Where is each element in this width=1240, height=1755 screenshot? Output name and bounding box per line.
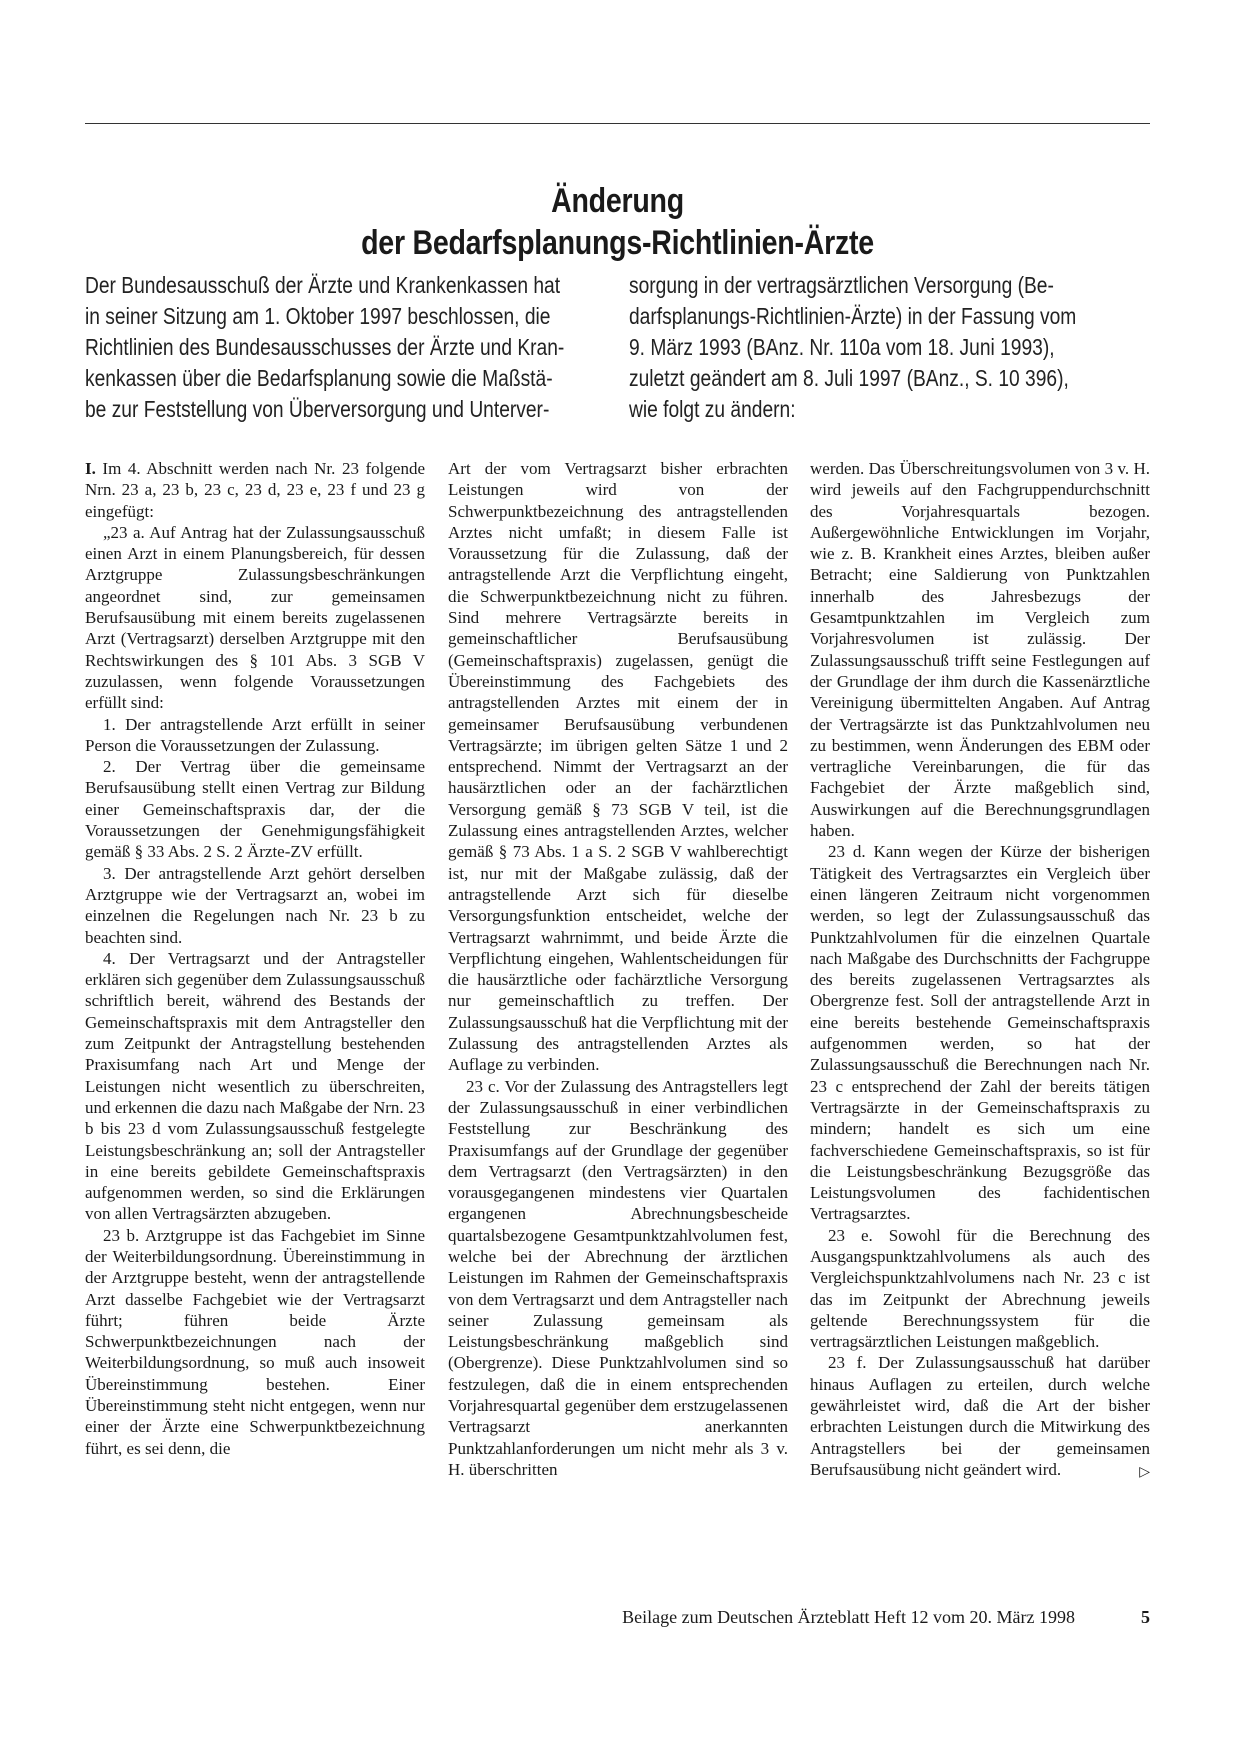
paragraph: „23 a. Auf Antrag hat der Zulassungsausschuß einen Arzt in einem Planungsbereich, für dessen Arztgruppe Zulassungsbeschränkungen angeordnet sind, zur gemeinsamen Berufsausübung mit einem bereits zugelassenen Arzt (Vertragsarzt) derselben Arztgruppe mit den Rechtswirkungen des § 101 Abs. 3 SGB V zuzulassen, wenn folgende Voraussetzungen erfüllt sind: [85, 522, 425, 713]
intro-line: kenkassen über die Bedarfsplanung sowie die Maßstä- [85, 365, 553, 391]
text-column-2 [448, 458, 788, 1480]
paragraph-text: Im 4. Abschnitt werden nach Nr. 23 folgende Nrn. 23 a, 23 b, 23 c, 23 d, 23 e, 23 f und 23 g eingefügt: [85, 459, 425, 521]
paragraph [810, 1352, 1150, 1480]
intro-line: darfsplanungs-Richtlinien-Ärzte) in der Fassung vom [629, 303, 1077, 329]
page-title [170, 180, 1065, 264]
header-rule [85, 123, 1150, 124]
footer-reference: Beilage zum Deutschen Ärzteblatt Heft 12 vom 20. März 1998 [622, 1607, 1075, 1627]
intro-line: Richtlinien des Bundesausschusses der Ärzte und Kran- [85, 334, 565, 360]
intro-line: 9. März 1993 (BAnz. Nr. 110a vom 18. Juni 1993), [629, 334, 1055, 360]
title-line-2: der Bedarfsplanungs-Richtlinien-Ärzte [361, 224, 874, 262]
section-numeral: I. [85, 459, 96, 478]
paragraph [85, 458, 425, 522]
paragraph-text: 23 f. Der Zulassungsausschuß hat darüber hinaus Auflagen zu erteilen, durch welche gewährleistet wird, daß die Art der bisher erbrachten Leistungen durch die Mitwirkung des Antragstellers bei der gemeinsamen Berufsausübung nicht geändert wird. [810, 1353, 1150, 1479]
paragraph: 23 c. Vor der Zulassung des Antragstellers legt der Zulassungsausschuß in einer verbindlichen Feststellung zur Beschränkung des Praxisumfangs auf der Grundlage der gegenüber dem Vertragsarzt (den Vertragsärzten) in den vorausgegangenen mindestens vier Quartalen ergangenen Abrechnungsbescheide quartalsbezogene Gesamtpunktzahlvolumen fest, welche bei der Abrechnung der ärztlichen Leistungen im Rahmen der Gemeinschaftspraxis von dem Vertragsarzt und dem Antragsteller nach seiner Zulassung gemeinsam als Leistungsbeschränkung maßgeblich sind (Obergrenze). Diese Punktzahlvolumen sind so festzulegen, daß die in einem entsprechenden Vorjahresquartal gegenüber dem erstzugelassenen Vertragsarzt anerkannten Punktzahlanforderungen um nicht mehr als 3 v. H. überschritten [448, 1076, 788, 1479]
page-number: 5 [1141, 1607, 1150, 1627]
intro-line: be zur Feststellung von Überversorgung und Unterver- [85, 396, 550, 422]
intro-line: zuletzt geändert am 8. Juli 1997 (BAnz., S. 10 396), [629, 365, 1069, 391]
paragraph: 23 e. Sowohl für die Berechnung des Ausgangspunktzahlvolumens als auch des Vergleichspunktzahlvolumens nach Nr. 23 c ist das im Zeitpunkt der Abrechnung jeweils geltende Berechnungssystem für die vertragsärztlichen Leistungen maßgeblich. [810, 1225, 1150, 1352]
intro-line: sorgung in der vertragsärztlichen Versorgung (Be- [629, 272, 1054, 298]
intro-right [629, 270, 1141, 425]
paragraph: 3. Der antragstellende Arzt gehört derselben Arztgruppe wie der Vertragsarzt an, wobei im einzelnen die Regelungen nach Nr. 23 b zu beachten sind. [85, 863, 425, 947]
intro-line: Der Bundesausschuß der Ärzte und Krankenkassen hat [85, 272, 561, 298]
intro-line: wie folgt zu ändern: [629, 396, 796, 422]
text-column-1 [85, 458, 425, 1459]
paragraph: Art der vom Vertragsarzt bisher erbrachten Leistungen wird von der Schwerpunktbezeichnung des antragstellenden Arztes nicht umfaßt; in diesem Falle ist Voraussetzung für die Zulassung, daß der antragstellende Arzt die Verpflichtung eingeht, die Schwerpunktbezeichnung nicht zu führen. Sind mehrere Vertragsärzte bereits in gemeinschaftlicher Berufsausübung (Gemeinschaftspraxis) zugelassen, genügt die Übereinstimmung des Fachgebiets des antragstellenden Arztes mit einem der in gemeinsamer Berufsausübung verbundenen Vertragsärzte; im übrigen gelten Sätze 1 und 2 entsprechend. Nimmt der Vertragsarzt an der hausärztlichen oder an der fachärztlichen Versorgung gemäß § 73 SGB V teil, ist die Zulassung eines antragstellenden Arztes, welcher gemäß § 73 Abs. 1 a S. 2 SGB V wahlberechtigt ist, nur mit der Maßgabe zulässig, daß der antragstellende Arzt sich für dieselbe Versorgungsfunktion entscheidet, welche der Vertragsarzt wahrnimmt, und beide Ärzte die Verpflichtung eingehen, Wahlentscheidungen für die hausärztliche oder fachärztliche Versorgung nur gemeinschaftlich zu treffen. Der Zulassungsausschuß hat die Verpflichtung mit der Zulassung des antragstellenden Arztes als Auflage zu verbinden. [448, 459, 788, 1075]
paragraph: 2. Der Vertrag über die gemeinsame Berufsausübung stellt einen Vertrag zur Bildung einer Gemeinschaftspraxis dar, der die Voraussetzungen der Genehmigungsfähigkeit gemäß § 33 Abs. 2 S. 2 Ärzte-ZV erfüllt. [85, 757, 425, 862]
text-column-3 [810, 458, 1150, 1483]
paragraph: 4. Der Vertragsarzt und der Antragsteller erklären sich gegenüber dem Zulassungsausschuß schriftlich bereit, während des Bestands der Gemeinschaftspraxis mit dem Antragsteller den zum Zeitpunkt der Antragstellung bestehenden Praxisumfang nach Art und Menge der Leistungen nicht wesentlich zu überschreiten, und erkennen die dazu nach Maßgabe der Nrn. 23 b bis 23 d vom Zulassungsausschuß festgelegte Leistungsbeschränkung an; soll der Antragsteller in eine bereits gebildete Gemeinschaftspraxis aufgenommen werden, so sind die Erklärungen von allen Vertragsärzten abzugeben. [85, 948, 425, 1224]
paragraph: werden. Das Überschreitungsvolumen von 3 v. H. wird jeweils auf den Fachgruppendurchschnitt des Vorjahresquartals bezogen. Außergewöhnliche Entwicklungen im Vorjahr, wie z. B. Krankheit eines Arztes, bleiben außer Betracht; eine Saldierung von Punktzahlen innerhalb des Jahresbezugs der Gesamtpunktzahlen im Vergleich zum Vorjahresvolumen ist zulässig. Der Zulassungsausschuß trifft seine Festlegungen auf der Grundlage der ihm durch die Kassenärztliche Vereinigung übermittelten Angaben. Auf Antrag der Vertragsärzte ist das Punktzahlvolumen neu zu bestimmen, wenn Änderungen des EBM oder vertragliche Vereinbarungen, die für das Fachgebiet der Ärzte maßgeblich sind, Auswirkungen auf die Berechnungsgrundlagen haben. [810, 459, 1150, 841]
intro-left [85, 270, 597, 425]
title-line-1: Änderung [551, 182, 684, 220]
continue-arrow-icon: ▷ [1139, 1464, 1150, 1480]
paragraph: 1. Der antragstellende Arzt erfüllt in seiner Person die Voraussetzungen der Zulassung. [85, 714, 425, 755]
paragraph: 23 d. Kann wegen der Kürze der bisherigen Tätigkeit des Vertragsarztes ein Vergleich über einen längeren Zeitraum nicht vorgenommen werden, so legt der Zulassungsausschuß das Punktzahlvolumen für die einzelnen Quartale nach Maßgabe des Durchschnitts der Fachgruppe des bereits zugelassenen Vertragsarztes als Obergrenze fest. Soll der antragstellende Arzt in eine bereits bestehende Gemeinschaftspraxis aufgenommen werden, so hat der Zulassungsausschuß die Berechnungen nach Nr. 23 c entsprechend der Zahl der bereits tätigen Vertragsärzte in der Gemeinschaftspraxis zu mindern; handelt es sich um eine fachverschiedene Gemeinschaftspraxis, so ist für die Leistungsbeschränkung Bezugsgröße das Leistungsvolumen des fachidentischen Vertragsarztes. [810, 842, 1150, 1224]
intro-line: in seiner Sitzung am 1. Oktober 1997 beschlossen, die [85, 303, 551, 329]
paragraph: 23 b. Arztgruppe ist das Fachgebiet im Sinne der Weiterbildungsordnung. Übereinstimmung in der Arztgruppe besteht, wenn der antragstellende Arzt dasselbe Fachgebiet wie der Vertragsarzt führt; führen beide Ärzte Schwerpunktbezeichnungen nach der Weiterbildungsordnung, so muß auch insoweit Übereinstimmung bestehen. Einer Übereinstimmung steht nicht entgegen, wenn nur einer der Ärzte eine Schwerpunktbezeichnung führt, es sei denn, die [85, 1225, 425, 1458]
